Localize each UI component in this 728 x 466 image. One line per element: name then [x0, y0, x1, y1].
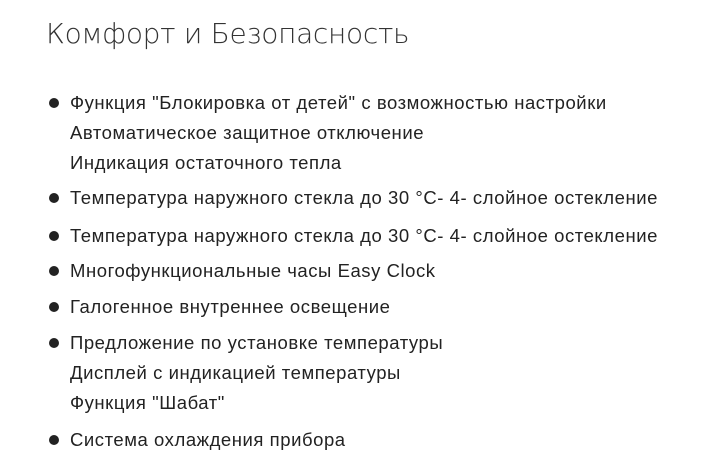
feature-line: Предложение по установке температуры [70, 332, 444, 353]
bullet-icon [49, 231, 59, 241]
feature-item-child-lock [0, 88, 728, 178]
feature-line: Многофункциональные часы Easy Clock [70, 260, 436, 281]
feature-item-temperature-suggestion [0, 328, 728, 418]
feature-item-cooling-system [0, 425, 728, 455]
feature-item-easy-clock [0, 256, 728, 286]
bullet-icon [49, 435, 59, 445]
feature-item-halogen-light [0, 292, 728, 322]
feature-line: Система охлаждения прибора [70, 429, 346, 450]
bullet-icon [49, 302, 59, 312]
feature-line: Функция "Шабат" [70, 392, 225, 413]
bullet-icon [49, 266, 59, 276]
section-title: Комфорт и Безопасность [46, 17, 410, 50]
bullet-icon [49, 193, 59, 203]
feature-item-glass-temperature-duplicate [0, 221, 728, 251]
feature-line: Дисплей с индикацией температуры [70, 362, 401, 383]
feature-line: Температура наружного стекла до 30 °C- 4- слойное остекление [70, 187, 658, 208]
feature-line: Функция "Блокировка от детей" с возможностью настройки [70, 92, 607, 113]
feature-line: Автоматическое защитное отключение [70, 122, 425, 143]
feature-line: Индикация остаточного тепла [70, 152, 342, 173]
bullet-icon [49, 98, 59, 108]
feature-line: Галогенное внутреннее освещение [70, 296, 391, 317]
feature-item-glass-temperature [0, 183, 728, 213]
bullet-icon [49, 338, 59, 348]
feature-line: Температура наружного стекла до 30 °C- 4- слойное остекление [70, 225, 658, 246]
